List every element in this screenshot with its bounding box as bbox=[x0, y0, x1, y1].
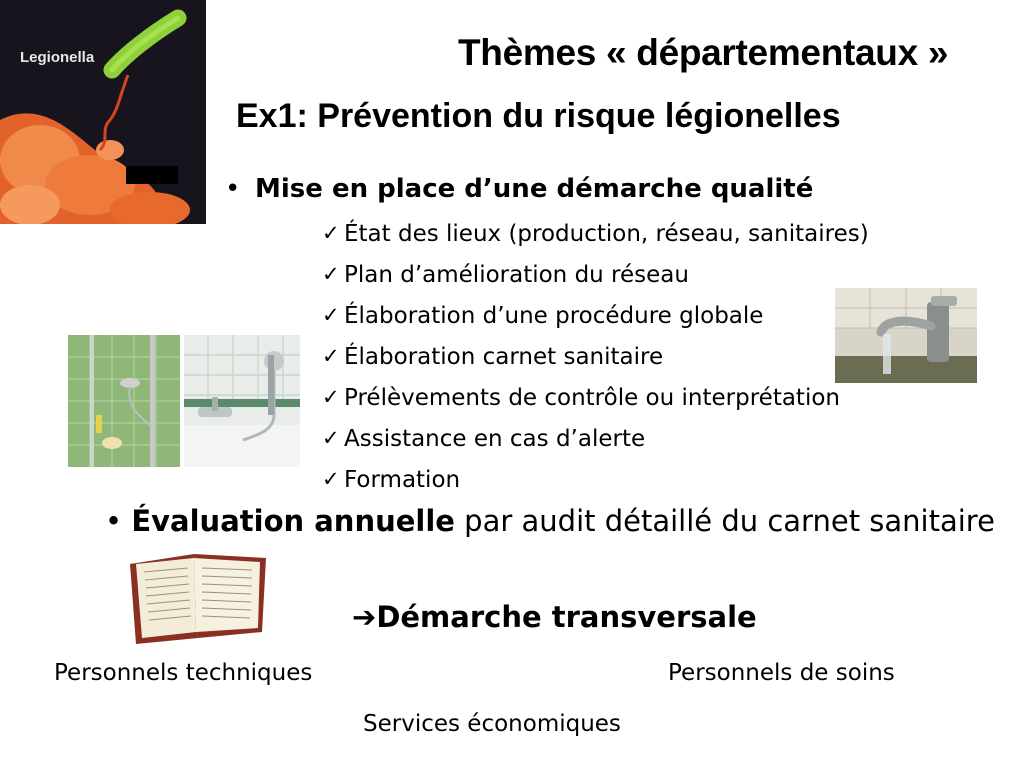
open-book-icon bbox=[122, 546, 272, 646]
checkmark-icon: ✓ bbox=[322, 426, 340, 450]
checklist-item-text: Assistance en cas d’alerte bbox=[344, 426, 646, 452]
slide-title: Thèmes « départementaux » bbox=[458, 32, 949, 73]
services-economic: Services économiques bbox=[363, 711, 621, 737]
arrow-right-icon: ➔ bbox=[352, 600, 377, 634]
bullet-dot: • bbox=[105, 504, 132, 538]
checklist-item-text: Prélèvements de contrôle ou interprétation bbox=[344, 385, 840, 411]
legionella-icon bbox=[0, 0, 206, 224]
bullet-quality-text: Mise en place d’une démarche qualité bbox=[255, 174, 814, 204]
book-image bbox=[122, 546, 272, 646]
checklist-item bbox=[322, 385, 869, 426]
checklist-item bbox=[322, 221, 869, 262]
legionella-label: Legionella bbox=[20, 49, 95, 66]
checklist-item bbox=[322, 344, 869, 385]
slide-subtitle: Ex1: Prévention du risque légionelles bbox=[236, 97, 841, 135]
checkmark-icon: ✓ bbox=[322, 467, 340, 491]
transversal-heading bbox=[352, 600, 757, 634]
checklist bbox=[322, 221, 869, 508]
transversal-text: Démarche transversale bbox=[376, 600, 757, 634]
checklist-item-text: État des lieux (production, réseau, sanitaires) bbox=[344, 221, 869, 247]
checkmark-icon: ✓ bbox=[322, 221, 340, 245]
faucet-image bbox=[835, 288, 977, 383]
checklist-item-text: Élaboration carnet sanitaire bbox=[344, 344, 664, 370]
shower-icon bbox=[68, 335, 300, 467]
checklist-item-text: Formation bbox=[344, 467, 461, 493]
bullet-dot: • bbox=[225, 174, 241, 204]
checkmark-icon: ✓ bbox=[322, 344, 340, 368]
staff-care: Personnels de soins bbox=[668, 660, 895, 686]
evaluation-bold: Évaluation annuelle bbox=[131, 504, 455, 538]
checklist-item bbox=[322, 262, 869, 303]
staff-technical: Personnels techniques bbox=[54, 660, 313, 686]
checkmark-icon: ✓ bbox=[322, 262, 340, 286]
checklist-item-text: Élaboration d’une procédure globale bbox=[344, 303, 764, 329]
checkmark-icon: ✓ bbox=[322, 303, 340, 327]
checklist-item-text: Plan d’amélioration du réseau bbox=[344, 262, 689, 288]
checkmark-icon: ✓ bbox=[322, 385, 340, 409]
checklist-item bbox=[322, 467, 869, 508]
checklist-item bbox=[322, 303, 869, 344]
checklist-item bbox=[322, 426, 869, 467]
faucet-icon bbox=[835, 288, 977, 383]
shower-image bbox=[68, 335, 300, 467]
bullet-evaluation bbox=[105, 504, 995, 538]
legionella-image bbox=[0, 0, 206, 224]
evaluation-text: par audit détaillé du carnet sanitaire bbox=[454, 504, 995, 538]
